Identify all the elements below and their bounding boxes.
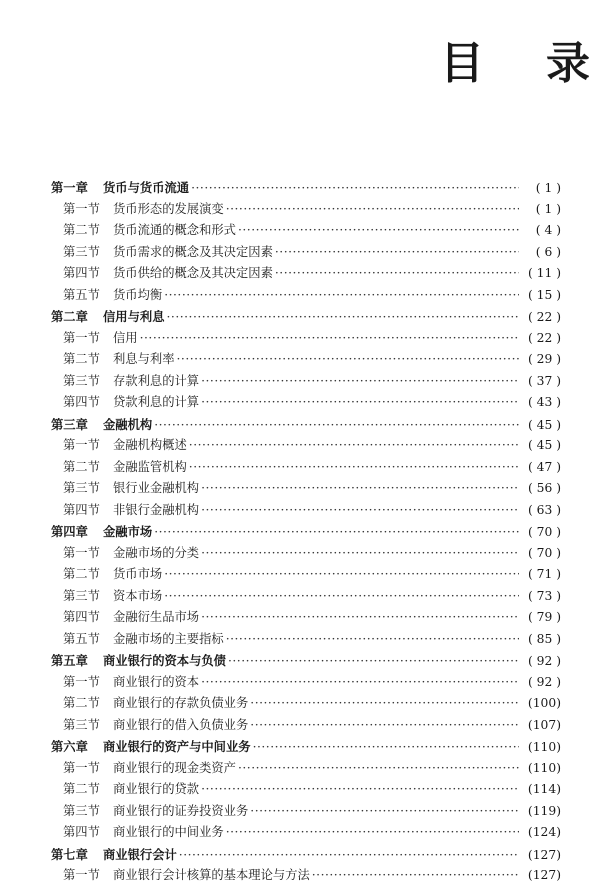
toc-entry-page: ( 92 )	[527, 674, 561, 689]
toc-entry-number: 第三节	[63, 588, 100, 603]
toc-entry-page: ( 45 )	[527, 417, 561, 432]
toc-entry-number: 第五节	[63, 287, 100, 302]
toc-entry-title: 金融市场	[103, 524, 153, 539]
toc-entry-number: 第二节	[63, 567, 100, 581]
toc-entry-number: 第五节	[63, 631, 100, 646]
dot-leader	[226, 629, 519, 651]
dot-leader	[312, 865, 519, 887]
toc-chapter-entry[interactable]	[51, 306, 561, 328]
toc-entry-page: ( 1 )	[535, 201, 561, 216]
toc-entry-title: 资本市场	[113, 588, 163, 603]
toc-entry-page: ( 47 )	[527, 459, 561, 474]
toc-entry-title: 商业银行的借入负债业务	[113, 717, 249, 732]
toc-entry-title: 商业银行的存款负债业务	[113, 696, 249, 710]
dot-leader	[275, 242, 519, 264]
dot-leader	[228, 651, 519, 673]
toc-entry-title: 金融衍生品市场	[113, 610, 200, 624]
toc-entry-title: 贷款利息的计算	[113, 395, 200, 409]
toc-entry-number: 第七章	[51, 846, 88, 862]
dot-leader	[154, 522, 519, 544]
toc-section-entry[interactable]	[51, 715, 561, 737]
toc-entry-page: ( 45 )	[527, 438, 561, 452]
page-title-char-2: 录	[546, 38, 590, 89]
toc-entry-title: 商业银行的中间业务	[113, 825, 224, 839]
toc-entry-page: ( 1 )	[535, 181, 561, 195]
toc-chapter-entry[interactable]	[51, 414, 561, 436]
table-of-contents	[51, 177, 561, 887]
toc-section-entry[interactable]	[51, 564, 561, 586]
toc-entry-number: 第二章	[51, 309, 88, 324]
toc-entry-number: 第一节	[63, 868, 100, 882]
toc-entry-page: (110)	[527, 760, 561, 775]
dot-leader	[164, 586, 519, 608]
toc-entry-number: 第二节	[63, 352, 100, 366]
toc-section-entry[interactable]	[51, 285, 561, 307]
dot-leader	[201, 478, 519, 500]
toc-section-entry[interactable]	[51, 371, 561, 393]
dot-leader	[201, 371, 519, 393]
toc-section-entry[interactable]	[51, 392, 561, 414]
toc-entry-page: ( 22 )	[527, 330, 561, 345]
toc-entry-title: 金融市场的主要指标	[113, 631, 224, 646]
toc-section-entry[interactable]	[51, 478, 561, 500]
dot-leader	[201, 543, 519, 565]
dot-leader	[177, 349, 520, 371]
toc-section-entry[interactable]	[51, 801, 561, 823]
page-title-char-1: 目	[440, 38, 484, 89]
toc-entry-title: 商业银行的资本与负债	[103, 653, 226, 668]
toc-section-entry[interactable]	[51, 607, 561, 629]
toc-section-entry[interactable]	[51, 242, 561, 264]
toc-entry-title: 信用	[113, 330, 138, 345]
toc-entry-page: ( 85 )	[527, 631, 561, 646]
toc-entry-page: (110)	[527, 740, 561, 754]
dot-leader	[238, 758, 519, 780]
toc-entry-title: 非银行金融机构	[113, 502, 200, 517]
dot-leader	[226, 822, 519, 844]
toc-entry-number: 第一节	[63, 201, 100, 216]
toc-section-entry[interactable]	[51, 199, 561, 221]
toc-entry-page: ( 63 )	[527, 502, 561, 517]
toc-entry-title: 金融机构概述	[113, 438, 187, 452]
toc-entry-number: 第一节	[63, 674, 100, 689]
dot-leader	[201, 779, 519, 801]
toc-entry-title: 货币流通的概念和形式	[113, 223, 236, 237]
toc-section-entry[interactable]	[51, 586, 561, 608]
toc-entry-number: 第一节	[63, 438, 100, 452]
toc-entry-title: 存款利息的计算	[113, 373, 200, 388]
toc-entry-number: 第二节	[63, 459, 100, 474]
dot-leader	[189, 435, 519, 457]
toc-entry-number: 第三节	[63, 244, 100, 259]
toc-section-entry[interactable]	[51, 693, 561, 715]
toc-entry-page: (127)	[527, 847, 561, 862]
dot-leader	[201, 500, 519, 522]
toc-entry-number: 第一节	[63, 760, 100, 775]
dot-leader	[154, 415, 519, 437]
dot-leader	[164, 285, 519, 307]
toc-section-entry[interactable]	[51, 672, 561, 694]
toc-section-entry[interactable]	[51, 865, 561, 887]
dot-leader	[201, 672, 519, 694]
toc-entry-number: 第二节	[63, 223, 100, 237]
toc-entry-number: 第四节	[63, 610, 100, 624]
toc-entry-number: 第三节	[63, 481, 100, 495]
toc-section-entry[interactable]	[51, 822, 561, 844]
toc-chapter-entry[interactable]	[51, 177, 561, 199]
toc-entry-page: ( 79 )	[527, 610, 561, 624]
page-title	[440, 36, 590, 92]
toc-entry-page: ( 56 )	[527, 481, 561, 495]
toc-chapter-entry[interactable]	[51, 650, 561, 672]
toc-entry-title: 商业银行会计核算的基本理论与方法	[113, 868, 310, 882]
toc-entry-page: (119)	[527, 803, 561, 818]
toc-entry-number: 第三章	[51, 416, 88, 432]
toc-entry-page: (100)	[527, 696, 561, 710]
dot-leader	[250, 801, 519, 823]
toc-entry-page: ( 43 )	[527, 395, 561, 409]
toc-entry-number: 第一节	[63, 330, 100, 345]
dot-leader	[201, 392, 519, 414]
toc-entry-title: 金融市场的分类	[113, 545, 200, 560]
toc-entry-page: ( 73 )	[527, 588, 561, 603]
toc-section-entry[interactable]	[51, 779, 561, 801]
toc-entry-title: 商业银行的现金类资产	[113, 760, 236, 775]
toc-entry-page: ( 70 )	[527, 525, 561, 539]
toc-entry-number: 第三节	[63, 803, 100, 818]
toc-entry-title: 货币形态的发展演变	[113, 201, 224, 216]
dot-leader	[250, 693, 519, 715]
toc-entry-number: 第四节	[63, 825, 100, 839]
toc-entry-title: 金融监管机构	[113, 459, 187, 474]
toc-entry-number: 第四节	[63, 395, 100, 409]
dot-leader	[140, 328, 519, 350]
toc-entry-title: 货币均衡	[113, 287, 163, 302]
toc-chapter-entry[interactable]	[51, 521, 561, 543]
toc-section-entry[interactable]	[51, 220, 561, 242]
toc-section-entry[interactable]	[51, 543, 561, 565]
toc-entry-title: 银行业金融机构	[113, 481, 200, 495]
toc-chapter-entry[interactable]	[51, 844, 561, 866]
toc-entry-title: 利息与利率	[113, 352, 175, 366]
dot-leader	[238, 220, 519, 242]
toc-entry-number: 第一节	[63, 545, 100, 560]
toc-entry-page: ( 37 )	[527, 373, 561, 388]
toc-entry-title: 商业银行会计	[103, 846, 177, 862]
toc-entry-title: 货币市场	[113, 567, 163, 581]
toc-section-entry[interactable]	[51, 629, 561, 651]
toc-section-entry[interactable]	[51, 435, 561, 457]
toc-entry-number: 第三节	[63, 717, 100, 732]
dot-leader	[226, 199, 519, 221]
toc-entry-title: 金融机构	[103, 416, 153, 432]
toc-entry-title: 商业银行的证券投资业务	[113, 803, 249, 818]
toc-entry-title: 信用与利息	[103, 309, 165, 324]
toc-entry-number: 第二节	[63, 782, 100, 796]
toc-chapter-entry[interactable]	[51, 736, 561, 758]
toc-entry-page: (127)	[527, 868, 561, 882]
toc-entry-page: ( 71 )	[527, 567, 561, 581]
toc-entry-title: 货币与货币流通	[103, 180, 190, 195]
dot-leader	[201, 607, 519, 629]
toc-entry-page: ( 11 )	[527, 266, 561, 280]
dot-leader	[275, 263, 519, 285]
toc-section-entry[interactable]	[51, 500, 561, 522]
toc-entry-number: 第六章	[51, 739, 88, 754]
toc-section-entry[interactable]	[51, 328, 561, 350]
toc-entry-number: 第四节	[63, 502, 100, 517]
toc-entry-number: 第一章	[51, 180, 88, 195]
toc-entry-number: 第四章	[51, 524, 88, 539]
toc-entry-page: (114)	[527, 782, 561, 796]
toc-entry-page: ( 92 )	[527, 654, 561, 668]
dot-leader	[189, 457, 519, 479]
dot-leader	[253, 737, 519, 759]
toc-entry-number: 第四节	[63, 266, 100, 280]
toc-entry-page: (107)	[527, 717, 561, 732]
toc-entry-page: ( 29 )	[527, 352, 561, 366]
toc-entry-page: ( 6 )	[535, 244, 561, 259]
toc-entry-page: ( 15 )	[527, 287, 561, 302]
toc-entry-number: 第三节	[63, 373, 100, 388]
toc-entry-title: 货币供给的概念及其决定因素	[113, 266, 273, 280]
toc-section-entry[interactable]	[51, 263, 561, 285]
toc-entry-page: (124)	[527, 825, 561, 839]
toc-entry-number: 第二节	[63, 696, 100, 710]
toc-section-entry[interactable]	[51, 349, 561, 371]
toc-entry-number: 第五章	[51, 653, 88, 668]
toc-entry-title: 商业银行的资产与中间业务	[103, 739, 251, 754]
toc-section-entry[interactable]	[51, 457, 561, 479]
toc-entry-title: 商业银行的资本	[113, 674, 200, 689]
toc-entry-page: ( 22 )	[527, 310, 561, 324]
dot-leader	[191, 178, 519, 200]
dot-leader	[164, 564, 519, 586]
toc-entry-title: 货币需求的概念及其决定因素	[113, 244, 273, 259]
toc-entry-page: ( 70 )	[527, 545, 561, 560]
toc-section-entry[interactable]	[51, 758, 561, 780]
dot-leader	[250, 715, 519, 737]
toc-entry-page: ( 4 )	[535, 223, 561, 237]
dot-leader	[167, 307, 520, 329]
dot-leader	[179, 845, 519, 867]
toc-entry-title: 商业银行的贷款	[113, 782, 200, 796]
